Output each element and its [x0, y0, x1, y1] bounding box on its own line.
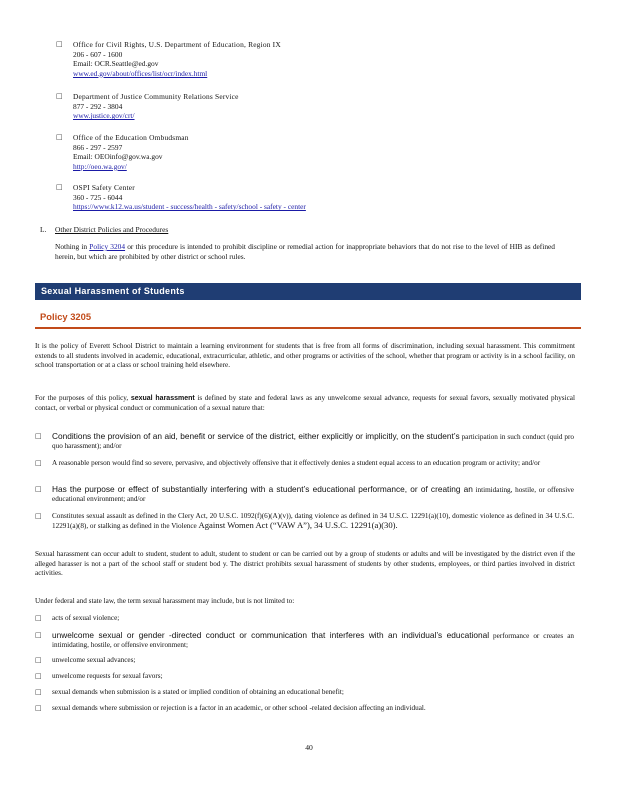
section-number: L. — [40, 225, 47, 234]
example-text: performance or creates an intimidating, hostile, or offensive environment; — [52, 632, 574, 650]
contact-link[interactable]: https://www.k12.wa.us/student - success/health - safety/school - safety - center — [73, 202, 306, 212]
contact-link[interactable]: www.justice.gov/crt/ — [73, 111, 135, 121]
section-title: Other District Policies and Procedures — [55, 225, 169, 234]
criteria-text: participation in such conduct (quid pro quo harassment); and/or — [52, 433, 574, 451]
intro-paragraph: It is the policy of Everett School District to maintain a learning environment for students that is free from all forms of discrimination, including sexual harassment. This commitment extends to all students involved in academic, educational, extracurricular, athletic, and other programs or activities of the school, whether that program or activity is in a school facility, on school transportation or at a class or school training held elsewhere. — [35, 342, 575, 370]
contact-phone: 866 - 297 - 2597 — [73, 142, 123, 152]
policy-3204-link[interactable]: Policy 3204 — [89, 242, 126, 251]
contact-email: Email: OCR.Seattle@ed.gov — [73, 59, 159, 69]
scope-paragraph: Sexual harassment can occur adult to student, student to adult, student to student or can be carried out by a group of students or adults and will be investigated by the district even if the alleged harasser is not a part of the school staff or student bod y. The district prohibits sexual harassment of students by other students, employees, or third parties involved in district activities. — [35, 550, 575, 578]
body-text: or this procedure is intended to prohibit discipline or remedial action for inappropriate behaviors that do not rise to the level of HIB as defined herein, but which are prohibited by other district or school rules. — [55, 242, 555, 261]
section-heading — [40, 225, 168, 234]
definition-term: sexual harassment — [130, 395, 195, 402]
policy-title: Policy 3205 — [40, 311, 92, 322]
policy-divider — [35, 327, 581, 329]
definition-text: is defined by state and federal laws as any unwelcome sexual advance, requests for sexual favors, sexually motivated physical contact, or verbal or physical conduct or communication of a sexual nature that: — [35, 394, 575, 412]
bullet-icon: □ — [35, 459, 42, 467]
banner-title: Sexual Harassment of Students — [41, 286, 185, 296]
contact-name: Office for Civil Rights, U.S. Department of Education, Region IX — [73, 40, 281, 49]
criteria-tail: Against Women Act (“VAW A”), 34 U.S.C. 12291(a)(30). — [198, 520, 398, 531]
criteria-text: intimidating, hostile, or offensive educational environment; and/or — [52, 486, 575, 504]
section-body — [55, 242, 555, 261]
criteria-text: A reasonable person would find so severe, pervasive, and objectively offensive that it effectively denies a student equal access to an education program or activity; and/or — [52, 459, 541, 467]
under-law-paragraph: Under federal and state law, the term sexual harassment may include, but is not limited to: — [35, 597, 295, 605]
contact-phone: 206 - 607 - 1600 — [73, 49, 123, 59]
section-banner — [35, 283, 581, 300]
bullet-icon: □ — [35, 614, 42, 622]
bullet-icon: □ — [56, 92, 63, 100]
criteria-lead: Has the purpose or effect of substantially interfering with a student’s educational performance, or of creating an — [52, 484, 473, 494]
bullet-icon: □ — [35, 512, 42, 520]
example-text: unwelcome requests for sexual favors; — [52, 672, 163, 680]
contact-phone: 360 - 725 - 6044 — [73, 192, 123, 202]
criteria-lead: Conditions the provision of an aid, benefit or service of the district, either explicitly or implicitly, on the student’s — [52, 431, 460, 441]
bullet-icon: □ — [35, 631, 42, 639]
bullet-icon: □ — [35, 688, 42, 696]
example-text: sexual demands where submission or rejection is a factor in an academic, or other school -related decision affecting an individual. — [52, 704, 426, 712]
example-text: sexual demands when submission is a stated or implied condition of obtaining an educational benefit; — [52, 688, 344, 696]
example-text: unwelcome sexual advances; — [52, 656, 136, 664]
bullet-icon: □ — [56, 40, 63, 48]
definition-paragraph — [35, 394, 575, 413]
contact-link[interactable]: www.ed.gov/about/offices/list/ocr/index.html — [73, 68, 208, 78]
contact-email: Email: OEOinfo@gov.wa.gov — [73, 152, 163, 162]
contact-name: OSPI Safety Center — [73, 183, 135, 192]
bullet-icon: □ — [56, 183, 63, 191]
example-text: acts of sexual violence; — [52, 614, 120, 622]
bullet-icon: □ — [56, 133, 63, 141]
bullet-icon: □ — [35, 656, 42, 664]
criteria-text: Constitutes sexual assault as defined in the Clery Act, 20 U.S.C. 1092(f)(6)(A)(v)), dating violence as defined in 34 U.S.C. 12291(a)(10), domestic violence as defined in 34 U.S.C. 12291(a)(8), or stalking as defined in the Violence — [52, 512, 574, 531]
page-number: 40 — [305, 743, 313, 752]
contact-link[interactable]: http://oeo.wa.gov/ — [73, 161, 127, 171]
body-text: Nothing in — [55, 242, 90, 251]
bullet-icon: □ — [35, 485, 42, 493]
definition-text: For the purposes of this policy, — [35, 394, 131, 402]
contact-name: Office of the Education Ombudsman — [73, 133, 189, 142]
example-lead: unwelcome sexual or gender -directed conduct or communication that interferes with an individual’s educational — [52, 630, 490, 640]
bullet-icon: □ — [35, 432, 42, 440]
contact-phone: 877 - 292 - 3804 — [73, 101, 123, 111]
bullet-icon: □ — [35, 704, 42, 712]
bullet-icon: □ — [35, 672, 42, 680]
contact-name: Department of Justice Community Relations Service — [73, 92, 239, 101]
